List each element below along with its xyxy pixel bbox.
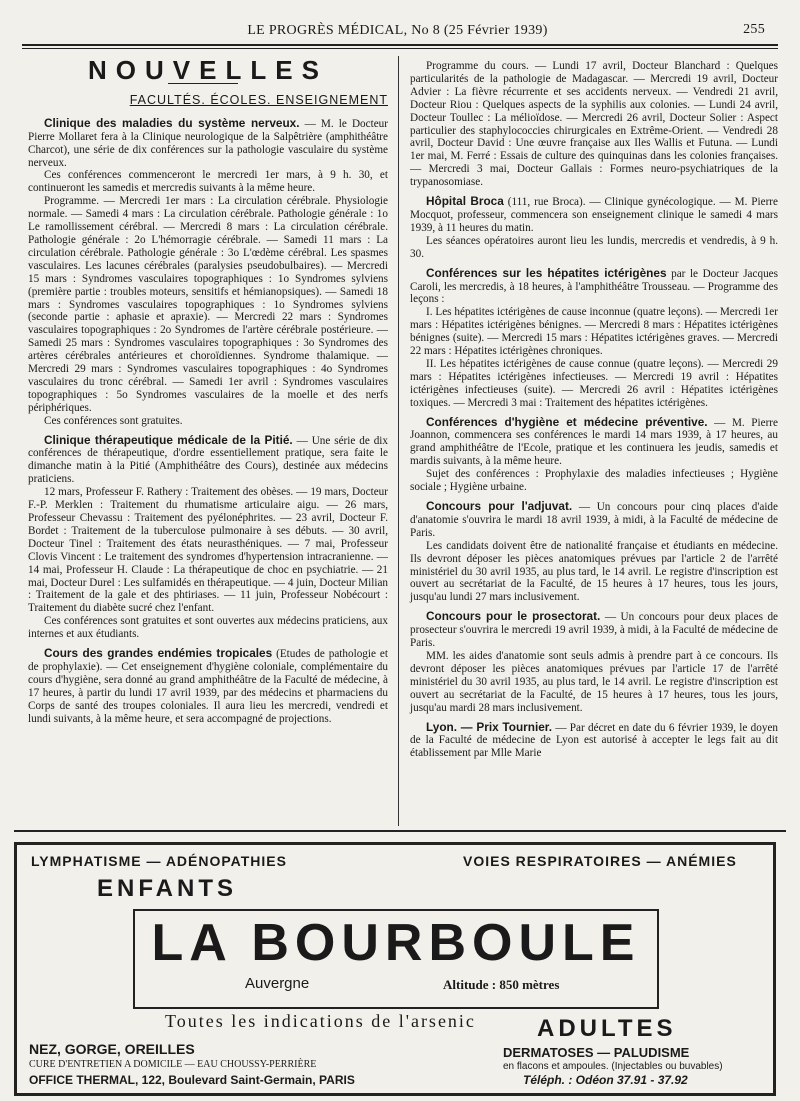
article-text: II. Les hépatites ictérigènes de cause connue (quatre leçons). — Mercredi 29 mars : Hépatites ictérigènes infectieuses. — Mercredi 19 avril : Hépatites ictérigènes infectieuses (suite). — Mercredi 26 avril : Hépatites ictérigènes toxiques. — Mercredi 3 mai : Traitement des hépatites ictérigènes. <box>410 357 778 409</box>
ad-nez-gorge: NEZ, GORGE, OREILLES <box>29 1041 195 1057</box>
article <box>28 647 388 725</box>
article-paragraph <box>410 267 778 307</box>
article-text: — M. Pierre Joannon, commencera ses conférences le mardi 14 mars 1939, à 17 heures, au grand amphithéâtre de l'Ecole, pratique et les continuera les jeudis, samedis et mardis suivants, à la même heure. <box>410 416 778 468</box>
article-paragraph <box>28 415 388 428</box>
running-title: LE PROGRÈS MÉDICAL, No 8 (25 Février 1939) <box>247 23 548 38</box>
article-title: Concours pour le prosectorat. <box>426 609 601 624</box>
article <box>410 267 778 410</box>
article-text: Sujet des conférences : Prophylaxie des maladies infectieuses ; Hygiène sociale ; Hygiène urbaine. <box>410 468 778 494</box>
article-paragraph <box>410 60 778 189</box>
ad-top-right: VOIES RESPIRATOIRES — ANÉMIES <box>463 853 737 869</box>
article-paragraph <box>410 306 778 358</box>
ad-region: Auvergne <box>245 975 310 992</box>
running-header <box>30 20 765 42</box>
ad-altitude: Altitude : 850 mètres <box>443 977 560 992</box>
article-paragraph <box>28 169 388 195</box>
ad-brand-box <box>133 909 659 1009</box>
article-title: Hôpital Broca <box>426 194 504 209</box>
article <box>410 610 778 714</box>
article <box>410 500 778 604</box>
left-articles <box>28 117 388 726</box>
article-text: I. Les hépatites ictérigènes de cause inconnue (quatre leçons). — Mercredi 1er mars : Hépatites ictérigènes bénignes. — Mercredi 8 mars : Hépatites ictérigènes bénignes (suite). — Mercredi 15 mars : Hépatites ictérigènes graves. — Mercredi 22 mars : Hépatites ictérigènes chroniques. <box>410 306 778 358</box>
article-text: 12 mars, Professeur F. Rathery : Traitement des obèses. — 19 mars, Docteur F.-P. Merklen : Traitement du rhumatisme articulaire aigu. — 26 mars, Professeur Chevassu : Traitement des pyélonéphrites. — 23 avril, Docteur F. Bordet : Traitement de la tuberculose pulmonaire à ses débuts. — 30 avril, Docteur Tinel : Traitement des états neurasthéniques. — 7 mai, Professeur Clovis Vincent : Le traitement des syndromes d'hypertension intracranienne. — 14 mai, Professeur H. Claude : La thérapeutique de choc en psychiatrie. — 21 mai, Docteur Durel : Les sulfamidés en thérapeutique. — 4 juin, Docteur Milian : Traitement de la gale et des phtiriases. — 11 juin, Professeur Nobécourt : Traitement du diabète sucré chez l'enfant. <box>28 486 388 615</box>
article <box>410 195 778 261</box>
article-paragraph <box>410 540 778 605</box>
article-paragraph <box>28 615 388 641</box>
ad-flacons: en flacons et ampoules. (Injectables ou buvables) <box>503 1061 723 1072</box>
article-text: (Etudes de pathologie et de prophylaxie). — Cet enseignement d'hygiène coloniale, complémentaire du cours d'hygiène, sera donné au grand amphithéâtre de la Faculté de médecine, à 17 heures, à partir du lundi 17 avril 1939, par des médecins et pharmaciens du Corps de santé des troupes coloniales. Il aura lieu les mercredi, vendredi et lundi suivants, à la même heure, et sera accompagné de projections. <box>28 648 388 725</box>
article-text: Les séances opératoires auront lieu les lundis, mercredis et vendredis, à 9 h. 30. <box>410 234 778 260</box>
ad-enfants: ENFANTS <box>97 875 238 902</box>
article-paragraph <box>410 195 778 235</box>
right-column <box>410 60 778 766</box>
article-paragraph <box>28 195 388 414</box>
column-separator <box>398 56 399 826</box>
article-title: Conférences sur les hépatites ictérigènes <box>426 265 667 280</box>
article-paragraph <box>410 500 778 540</box>
ad-office: OFFICE THERMAL, 122, Boulevard Saint-Germain, PARIS <box>29 1073 355 1087</box>
article-paragraph <box>28 434 388 487</box>
article-title: Concours pour l'adjuvat. <box>426 499 573 513</box>
ad-brand: LA BOURBOULE <box>151 914 641 972</box>
article-end-rule <box>14 830 786 832</box>
article-text: Ces conférences sont gratuites. <box>44 414 183 427</box>
ad-tagline: Toutes les indications de l'arsenic <box>165 1011 476 1031</box>
advertisement <box>14 842 776 1096</box>
article-text: — Un concours pour cinq places d'aide d'anatomie s'ouvrira le mardi 18 avril 1939, à midi, à la Faculté de médecine de Paris. <box>410 501 778 539</box>
article-text: par le Docteur Jacques Caroli, les mercredis, à 18 heures, à l'amphithéâtre Trousseau. — Programme des leçons : <box>410 267 778 306</box>
article-text: (111, rue Broca). — Clinique gynécologique. — M. Pierre Mocquot, professeur, commencera son enseignement clinique le samedi 4 mars 1939, à 11 heures du matin. <box>410 196 778 234</box>
article-paragraph <box>410 650 778 715</box>
article-text: Programme du cours. — Lundi 17 avril, Docteur Blanchard : Quelques particularités de la pathologie de Madagascar. — Mercredi 19 avril, Docteur Advier : La fièvre récurrente et ses accidents nerveux. — Vendredi 21 avril, Docteur Riou : Quelques aspects de la syphilis aux colonies. — Lundi 24 avril, Docteur Toullec : La mélioïdose. — Mercredi 26 avril, Docteur Solier : Aspect particulier des staphylococcies chirurgicales en Extrême-Orient. — Vendredi 28 avril, Docteur David : Une œuvre française aux Iles Wallis et Futuna. — Lundi 1er mai, M. Ferré : Essais de culture des quinquinas dans les colonies françaises. — Mercredi 3 mai, Docteur Gallais : Formes neuro-psychiatriques de la trypanosomiase. <box>410 60 778 189</box>
article-text: Ces conférences commenceront le mercredi 1er mars, à 9 h. 30, et continueront les samedis et mercredis suivants à la même heure. <box>28 169 388 195</box>
article-paragraph <box>410 468 778 494</box>
article-title: Cours des grandes endémies tropicales <box>44 646 273 661</box>
article <box>410 416 778 494</box>
article-paragraph <box>410 235 778 261</box>
article-title: Clinique thérapeutique médicale de la Pitié. <box>44 432 293 447</box>
page-number: 255 <box>743 22 765 37</box>
ad-top-left: LYMPHATISME — ADÉNOPATHIES <box>31 853 287 869</box>
article-text: — Une série de dix conférences de thérapeutique, d'ordre essentiellement pratique, sera faite le dimanche matin à la Pitié (Amphithéâtre des Cours), destinée aux médecins praticiens. <box>28 434 388 486</box>
article-text: Ces conférences sont gratuites et sont ouvertes aux médecins praticiens, aux internes et aux étudiants. <box>28 615 388 641</box>
section-heading: FACULTÉS. ÉCOLES. ENSEIGNEMENT <box>129 92 388 107</box>
ad-telephone: Téléph. : Odéon 37.91 - 37.92 <box>523 1073 688 1087</box>
article-paragraph <box>28 117 388 170</box>
article-text: Les candidats doivent être de nationalité française et étudiants en médecine. Ils devront déposer les pièces anatomiques prévues par l'article 2 de l'arrêté ministériel du 30 avril 1935, au plus tard, le 14 avril. Le registre d'inscription est ouvert au secrétariat de la Faculté, de 15 heures à 17 heures, tous les jours, jusqu'au lundi 27 mars inclusivement. <box>410 539 778 604</box>
article-text: — M. le Docteur Pierre Mollaret fera à la Clinique neurologique de la Salpêtrière (amphithéâtre Charcot), une série de dix conférences sur la pathologie vasculaire du système nerveux. <box>28 117 389 169</box>
right-articles <box>410 60 778 760</box>
article-paragraph <box>28 486 388 615</box>
left-column <box>28 56 388 732</box>
ad-dermatoses: DERMATOSES — PALUDISME <box>503 1045 690 1060</box>
article <box>28 117 388 428</box>
article-text: — Un concours pour deux places de prosecteur s'ouvrira le mercredi 19 avril 1939, à midi, à la Faculté de médecine de Paris. <box>410 611 779 650</box>
article-paragraph <box>410 358 778 410</box>
article <box>410 60 778 189</box>
article-paragraph <box>410 416 778 469</box>
ad-cure: CURE D'ENTRETIEN A DOMICILE — EAU CHOUSSY-PERRIÈRE <box>29 1059 317 1070</box>
article-title: Lyon. — Prix Tournier. <box>426 719 553 734</box>
article-text: MM. les aides d'anatomie sont seuls admis à prendre part à ce concours. Ils devront déposer les pièces anatomiques prévues par l'article 17 de l'arrêté ministériel du 30 avril 1935, au plus tard, le 14 avril. Le registre d'inscription est ouvert au secrétariat de la Faculté, de 15 heures à 17 heures, tous les jours, jusqu'au mardi 28 mars inclusivement. <box>410 649 778 714</box>
article-text: — Par décret en date du 6 février 1939, le doyen de la Faculté de médecine de Lyon est autorisé à accepter le legs fait au dit établissement par Mlle Marie <box>410 721 779 760</box>
header-rule <box>22 44 778 46</box>
article-paragraph <box>410 610 778 650</box>
ad-adultes: ADULTES <box>537 1015 677 1042</box>
article-paragraph <box>410 721 778 761</box>
article <box>410 721 778 761</box>
article-paragraph <box>28 647 388 725</box>
header-rule-thin <box>22 48 778 49</box>
article-text: Programme. — Mercredi 1er mars : La circulation cérébrale. Physiologie normale. — Samedi 4 mars : La circulation cérébrale. Pathologie générale : 1o Le ramollissement cérébral. — Mercredi 8 mars : La circulation cérébrale. Pathologie générale : 2o L'hémorragie cérébrale. — Samedi 11 mars : La circulation cérébrale. Pathologie générale : 3o L'œdème cérébral. Les spasmes vasculaires. Les lacunes cérébrales (paralysies pseudobulbaires). — Mercredi 15 mars : Syndromes vasculaires topographiques : 1o Syndromes sylviens (première partie : troubles moteurs, sensitifs et hémianopsiques). — Samedi 18 mars : Syndromes vasculaires topographiques : 1o Syndromes sylviens (seconde partie : aphasie et apraxie). — Mercredi 22 mars : Syndromes vasculaires topographiques : 2o Syndromes de l'artère cérébrale postérieure. — Samedi 25 mars : Syndromes vasculaires topographiques : 3o Syndromes des artères cérébrales antérieures et choroïdiennes. Syndrome thalamique. — Mercredi 29 mars : Syndromes vasculaires topographiques : 4o Syndromes vasculaires du tronc cérébral. — Samedi 1er avril : Syndromes vasculaires topographiques : 5o Syndromes vasculaires de la moelle et des nerfs périphériques. <box>28 195 388 414</box>
article-title: Conférences d'hygiène et médecine préventive. <box>426 414 708 429</box>
page-title: NOUVELLES <box>88 55 328 85</box>
article-title: Clinique des maladies du système nerveux. <box>44 115 300 130</box>
article <box>28 434 388 642</box>
